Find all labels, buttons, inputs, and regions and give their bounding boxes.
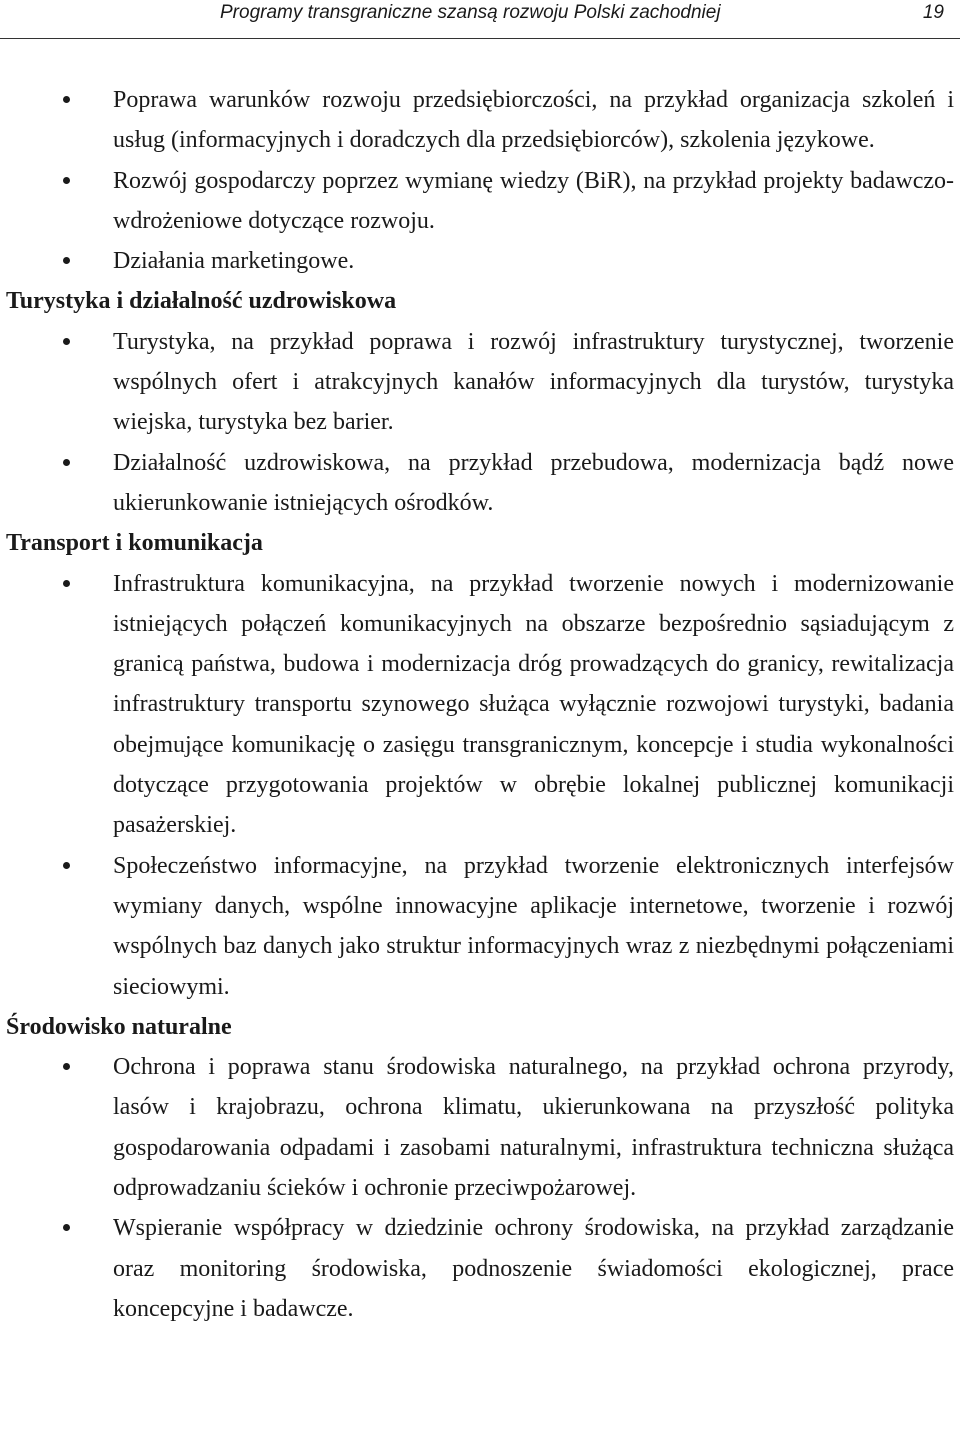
bullet-icon xyxy=(63,580,70,587)
page-number: 19 xyxy=(922,2,944,23)
list-item-text: Wspieranie współpracy w dziedzinie ochrony środowiska, na przykład zarządzanie oraz monitoring środowiska, podnoszenie świadomości ekologicznej, prace koncepcyjne i badawcze. xyxy=(113,1215,954,1322)
list-item-text: Działania marketingowe. xyxy=(113,248,355,275)
list-item-text: Działalność uzdrowiskowa, na przykład przebudowa, modernizacja bądź nowe ukierunkowanie istniejących ośrodków. xyxy=(113,449,954,516)
section-heading-environment: Środowisko naturalne xyxy=(6,1013,232,1040)
tourism-bullet-list xyxy=(0,322,958,523)
section-heading-transport: Transport i komunikacja xyxy=(6,530,263,557)
bullet-icon xyxy=(63,459,70,466)
list-item xyxy=(0,1208,958,1329)
intro-bullet-list xyxy=(0,80,958,281)
list-item xyxy=(0,161,958,242)
list-item xyxy=(0,241,958,281)
list-item xyxy=(0,846,958,1007)
list-item-text: Rozwój gospodarczy poprzez wymianę wiedzy (BiR), na przykład projekty badawczo-wdrożeniowe dotyczące rozwoju. xyxy=(113,167,954,234)
list-item xyxy=(0,322,958,443)
running-header-title: Programy transgraniczne szansą rozwoju Polski zachodniej xyxy=(220,2,721,23)
section-heading-tourism: Turystyka i działalność uzdrowiskowa xyxy=(6,288,397,315)
bullet-icon xyxy=(63,1224,70,1231)
list-item xyxy=(0,80,958,161)
bullet-icon xyxy=(63,257,70,264)
bullet-icon xyxy=(63,177,70,184)
running-header xyxy=(0,0,960,39)
list-item-text: Ochrona i poprawa stanu środowiska naturalnego, na przykład ochrona przyrody, lasów i krajobrazu, ochrona klimatu, ukierunkowana na przyszłość polityka gospodarowania odpadami i zasobami naturalnymi, infrastruktura techniczna służąca odprowadzaniu ścieków i ochronie przeciwpożarowej. xyxy=(113,1054,954,1202)
list-item xyxy=(0,564,958,846)
list-item-text: Poprawa warunków rozwoju przedsiębiorczości, na przykład organizacja szkoleń i usług (informacyjnych i doradczych dla przedsiębiorców), szkolenia językowe. xyxy=(113,87,954,154)
bullet-icon xyxy=(63,338,70,345)
bullet-icon xyxy=(63,1063,70,1070)
document-body xyxy=(0,80,958,1329)
list-item xyxy=(0,1047,958,1208)
bullet-icon xyxy=(63,862,70,869)
list-item xyxy=(0,443,958,524)
transport-bullet-list xyxy=(0,564,958,1007)
list-item-text: Turystyka, na przykład poprawa i rozwój infrastruktury turystycznej, tworzenie wspólnych ofert i atrakcyjnych kanałów informacyjnych dla turystów, turystyka wiejska, turystyka bez barier. xyxy=(113,328,954,436)
list-item-text: Infrastruktura komunikacyjna, na przykład tworzenie nowych i modernizowanie istniejących połączeń komunikacyjnych na obszarze bezpośrednio sąsiadującym z granicą państwa, budowa i modernizacja dróg prowadzących do granicy, rewitalizacja infrastruktury transportu szynowego służąca wyłącznie rozwojowi turystyki, badania obejmujące komunikację o zasięgu transgranicznym, koncepcje i studia wykonalności dotyczące przygotowania projektów w obrębie lokalnej publicznej komunikacji pasażerskiej. xyxy=(113,570,954,839)
list-item-text: Społeczeństwo informacyjne, na przykład tworzenie elektronicznych interfejsów wymiany danych, wspólne innowacyjne aplikacje internetowe, tworzenie i rozwój wspólnych baz danych jako struktur informacyjnych wraz z niezbędnymi połączeniami sieciowymi. xyxy=(113,852,954,1000)
environment-bullet-list xyxy=(0,1047,958,1329)
bullet-icon xyxy=(63,96,70,103)
